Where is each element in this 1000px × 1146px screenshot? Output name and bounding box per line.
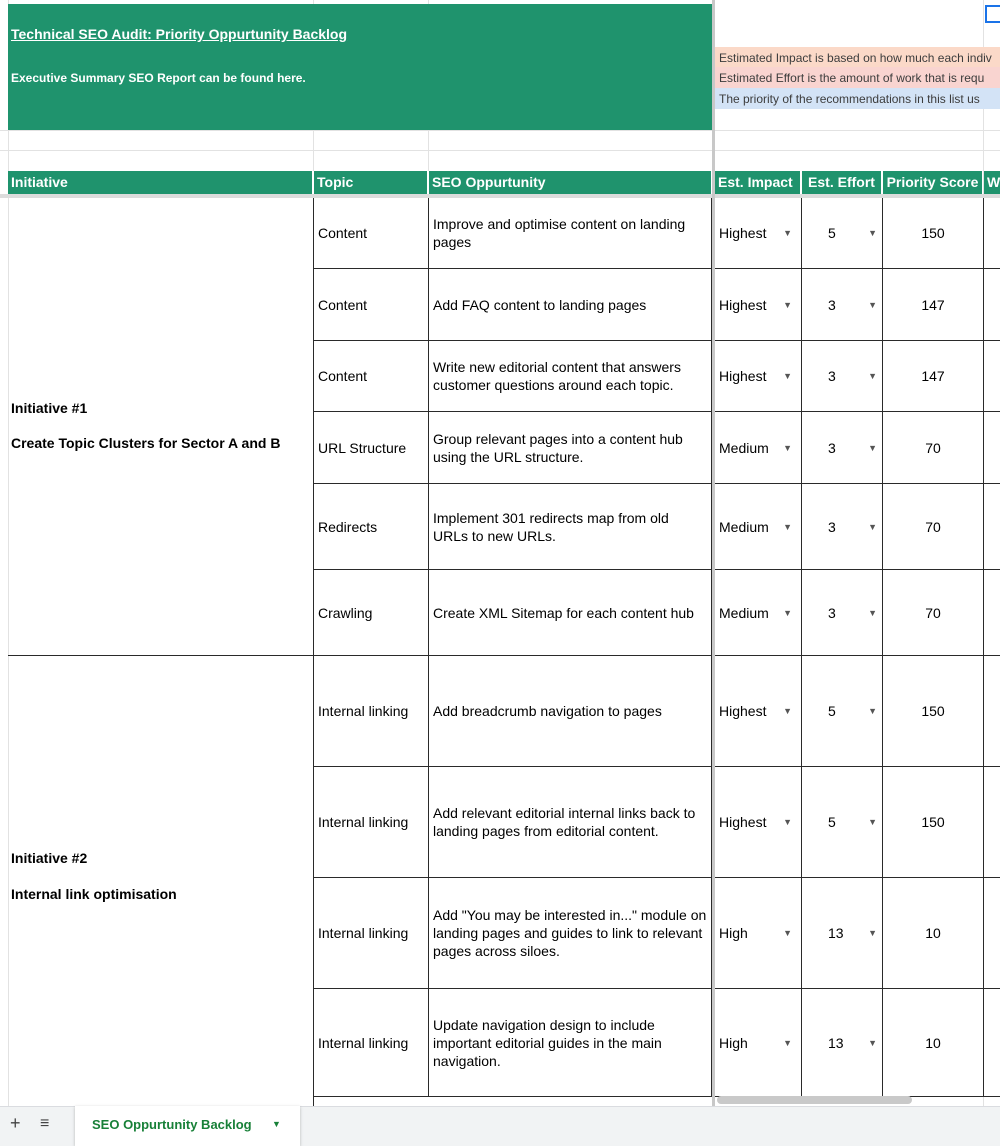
header-extra[interactable]: W bbox=[984, 171, 1000, 194]
est-effort-dropdown[interactable] bbox=[802, 570, 883, 656]
est-effort-dropdown-value: 3 bbox=[828, 518, 836, 535]
est-impact-dropdown-value: Highest bbox=[719, 814, 767, 830]
priority-score-cell[interactable] bbox=[883, 878, 984, 989]
priority-score-cell[interactable] bbox=[883, 269, 984, 341]
est-impact-dropdown-value: Highest bbox=[719, 296, 767, 313]
est-effort-dropdown[interactable] bbox=[802, 989, 883, 1097]
est-impact-dropdown[interactable] bbox=[715, 767, 802, 878]
est-effort-dropdown[interactable] bbox=[802, 878, 883, 989]
extra-column-cell[interactable] bbox=[984, 656, 1000, 767]
priority-score-cell[interactable] bbox=[883, 341, 984, 412]
priority-score-cell-value: 70 bbox=[925, 604, 941, 621]
topic-cell[interactable] bbox=[314, 198, 429, 269]
est-impact-dropdown[interactable] bbox=[715, 341, 802, 412]
dropdown-caret-icon[interactable]: ▼ bbox=[868, 817, 877, 827]
est-effort-dropdown-value: 5 bbox=[828, 225, 836, 241]
dropdown-caret-icon[interactable]: ▼ bbox=[868, 228, 877, 238]
priority-score-cell[interactable] bbox=[883, 989, 984, 1097]
est-effort-dropdown[interactable] bbox=[802, 269, 883, 341]
dropdown-caret-icon[interactable]: ▼ bbox=[783, 371, 792, 381]
seo-opportunity-cell[interactable] bbox=[429, 341, 712, 412]
seo-opportunity-cell-value: Update navigation design to include important editorial guides in the main navigation. bbox=[433, 1016, 662, 1069]
priority-note: The priority of the recommendations in this list us bbox=[714, 88, 1000, 109]
sheet-tab-caret-icon[interactable]: ▼ bbox=[272, 1119, 281, 1129]
topic-cell-value: Internal linking bbox=[318, 1034, 409, 1051]
header-topic[interactable]: Topic bbox=[314, 171, 428, 194]
est-effort-dropdown-value: 13 bbox=[828, 925, 844, 941]
topic-cell[interactable] bbox=[314, 878, 429, 989]
horizontal-scrollbar[interactable] bbox=[717, 1096, 912, 1104]
extra-column-cell[interactable] bbox=[984, 412, 1000, 484]
priority-score-cell[interactable] bbox=[883, 570, 984, 656]
dropdown-caret-icon[interactable]: ▼ bbox=[868, 299, 877, 310]
est-impact-dropdown-value: High bbox=[719, 1034, 748, 1051]
header-est-effort[interactable]: Est. Effort bbox=[802, 171, 882, 194]
est-effort-dropdown-value: 3 bbox=[828, 368, 836, 384]
dropdown-caret-icon[interactable]: ▼ bbox=[783, 928, 792, 938]
seo-opportunity-cell-value: Add breadcrumb navigation to pages bbox=[433, 703, 662, 719]
priority-score-cell[interactable] bbox=[883, 198, 984, 269]
dropdown-caret-icon[interactable]: ▼ bbox=[868, 706, 877, 716]
est-impact-dropdown-value: Highest bbox=[719, 225, 767, 241]
topic-cell-value: Content bbox=[318, 368, 368, 384]
seo-opportunity-cell[interactable] bbox=[429, 484, 712, 570]
est-impact-dropdown[interactable] bbox=[715, 198, 802, 269]
all-sheets-icon[interactable]: ≡ bbox=[40, 1115, 50, 1132]
est-effort-dropdown-value: 5 bbox=[828, 814, 836, 830]
topic-cell-value: Content bbox=[318, 296, 368, 313]
topic-cell-value: Crawling bbox=[318, 604, 373, 621]
seo-opportunity-cell-value: Group relevant pages into a content hub using the URL structure. bbox=[433, 430, 683, 465]
est-effort-dropdown-value: 3 bbox=[828, 604, 836, 621]
header-initiative[interactable]: Initiative bbox=[8, 171, 313, 194]
extra-column-cell[interactable] bbox=[984, 570, 1000, 656]
seo-opportunity-cell[interactable] bbox=[429, 878, 712, 989]
seo-opportunity-cell[interactable] bbox=[429, 412, 712, 484]
topic-cell-value: Internal linking bbox=[318, 925, 409, 941]
dropdown-caret-icon[interactable]: ▼ bbox=[783, 299, 792, 310]
dropdown-caret-icon[interactable]: ▼ bbox=[783, 817, 792, 827]
extra-column-cell[interactable] bbox=[984, 767, 1000, 878]
priority-score-cell-value: 150 bbox=[921, 703, 945, 719]
est-impact-dropdown[interactable] bbox=[715, 878, 802, 989]
topic-cell[interactable] bbox=[314, 767, 429, 878]
est-effort-dropdown[interactable] bbox=[802, 484, 883, 570]
est-impact-dropdown[interactable] bbox=[715, 989, 802, 1097]
dropdown-caret-icon[interactable]: ▼ bbox=[783, 1037, 792, 1048]
priority-score-cell[interactable] bbox=[883, 656, 984, 767]
dropdown-caret-icon[interactable]: ▼ bbox=[783, 607, 792, 618]
priority-score-cell-value: 10 bbox=[925, 1034, 941, 1051]
header-priority-score[interactable]: Priority Score bbox=[883, 171, 983, 194]
extra-column-cell[interactable] bbox=[984, 269, 1000, 341]
priority-score-cell-value: 147 bbox=[921, 368, 945, 384]
topic-cell[interactable] bbox=[314, 656, 429, 767]
topic-cell-value: URL Structure bbox=[318, 439, 407, 456]
initiative-2-number: Initiative #2 bbox=[11, 850, 88, 866]
priority-score-cell[interactable] bbox=[883, 412, 984, 484]
seo-opportunity-cell[interactable] bbox=[429, 989, 712, 1097]
priority-score-cell-value: 70 bbox=[925, 439, 941, 456]
extra-column-cell[interactable] bbox=[984, 878, 1000, 989]
extra-column-cell[interactable] bbox=[984, 198, 1000, 269]
dropdown-caret-icon[interactable]: ▼ bbox=[783, 228, 792, 238]
initiative-block-1[interactable] bbox=[8, 198, 313, 656]
seo-opportunity-cell-value: Improve and optimise content on landing pages bbox=[433, 216, 686, 250]
dropdown-caret-icon[interactable]: ▼ bbox=[868, 1037, 877, 1048]
dropdown-caret-icon[interactable]: ▼ bbox=[868, 521, 877, 532]
est-impact-dropdown-value: Medium bbox=[719, 518, 769, 535]
dropdown-caret-icon[interactable]: ▼ bbox=[783, 706, 792, 716]
est-impact-dropdown[interactable] bbox=[715, 269, 802, 341]
est-impact-dropdown-value: Highest bbox=[719, 368, 767, 384]
header-seo-opportunity[interactable]: SEO Oppurtunity bbox=[429, 171, 712, 194]
dropdown-caret-icon[interactable]: ▼ bbox=[868, 928, 877, 938]
seo-opportunity-cell[interactable] bbox=[429, 767, 712, 878]
seo-opportunity-cell-value: Write new editorial content that answers customer questions around each topic. bbox=[433, 359, 681, 393]
priority-score-cell[interactable] bbox=[883, 484, 984, 570]
topic-cell[interactable] bbox=[314, 269, 429, 341]
topic-cell[interactable] bbox=[314, 341, 429, 412]
extra-column-cell[interactable] bbox=[984, 989, 1000, 1097]
topic-cell[interactable] bbox=[314, 570, 429, 656]
est-impact-dropdown[interactable] bbox=[715, 412, 802, 484]
initiative-1-name: Create Topic Clusters for Sector A and B bbox=[11, 435, 281, 451]
est-impact-dropdown-value: Highest bbox=[719, 703, 767, 719]
est-impact-dropdown-value: Medium bbox=[719, 439, 769, 456]
dropdown-caret-icon[interactable]: ▼ bbox=[868, 607, 877, 618]
dropdown-caret-icon[interactable]: ▼ bbox=[783, 442, 792, 453]
priority-score-cell-value: 150 bbox=[921, 814, 945, 830]
priority-score-cell-value: 150 bbox=[921, 225, 945, 241]
dropdown-caret-icon[interactable]: ▼ bbox=[868, 442, 877, 453]
topic-cell[interactable] bbox=[314, 989, 429, 1097]
extra-column-cell[interactable] bbox=[984, 484, 1000, 570]
seo-opportunity-cell[interactable] bbox=[429, 570, 712, 656]
sheet-tab-label[interactable]: SEO Oppurtunity Backlog bbox=[92, 1117, 252, 1132]
priority-score-cell-value: 10 bbox=[925, 925, 941, 941]
dropdown-caret-icon[interactable]: ▼ bbox=[783, 521, 792, 532]
est-impact-dropdown[interactable] bbox=[715, 484, 802, 570]
est-impact-dropdown-value: Medium bbox=[719, 604, 769, 621]
est-effort-dropdown[interactable] bbox=[802, 412, 883, 484]
topic-cell[interactable] bbox=[314, 412, 429, 484]
priority-score-cell-value: 147 bbox=[921, 296, 945, 313]
est-effort-dropdown[interactable] bbox=[802, 198, 883, 269]
seo-opportunity-cell[interactable] bbox=[429, 198, 712, 269]
initiative-1-number: Initiative #1 bbox=[11, 400, 88, 416]
seo-opportunity-cell-value: Create XML Sitemap for each content hub bbox=[433, 604, 694, 621]
impact-note: Estimated Impact is based on how much each indiv bbox=[714, 47, 1000, 68]
est-effort-dropdown-value: 3 bbox=[828, 296, 836, 313]
est-effort-dropdown[interactable] bbox=[802, 767, 883, 878]
effort-note: Estimated Effort is the amount of work that is requ bbox=[714, 67, 1000, 88]
seo-opportunity-cell[interactable] bbox=[429, 656, 712, 767]
est-impact-dropdown-value: High bbox=[719, 925, 748, 941]
executive-summary-link[interactable]: Executive Summary SEO Report can be found here. bbox=[11, 71, 306, 85]
seo-opportunity-cell-value: Add relevant editorial internal links back to landing pages from editorial content. bbox=[433, 805, 696, 839]
est-impact-dropdown[interactable] bbox=[715, 656, 802, 767]
header-est-impact[interactable]: Est. Impact bbox=[715, 171, 801, 194]
initiative-2-name: Internal link optimisation bbox=[11, 886, 177, 902]
dropdown-caret-icon[interactable]: ▼ bbox=[868, 371, 877, 381]
seo-opportunity-cell-value: Add FAQ content to landing pages bbox=[433, 296, 647, 313]
est-effort-dropdown-value: 3 bbox=[828, 439, 836, 456]
topic-cell[interactable] bbox=[314, 484, 429, 570]
frozen-column-divider bbox=[712, 0, 715, 1106]
est-effort-dropdown[interactable] bbox=[802, 341, 883, 412]
extra-column-cell[interactable] bbox=[984, 341, 1000, 412]
seo-opportunity-cell-value: Add "You may be interested in..." module on landing pages and guides to link to relevant pages across siloes. bbox=[433, 907, 707, 959]
priority-score-cell-value: 70 bbox=[925, 518, 941, 535]
topic-cell-value: Internal linking bbox=[318, 703, 409, 719]
est-impact-dropdown[interactable] bbox=[715, 570, 802, 656]
topic-cell-value: Redirects bbox=[318, 518, 378, 535]
report-banner bbox=[8, 4, 712, 130]
est-effort-dropdown[interactable] bbox=[802, 656, 883, 767]
selected-cell-indicator[interactable] bbox=[985, 5, 1000, 23]
seo-opportunity-cell[interactable] bbox=[429, 269, 712, 341]
est-effort-dropdown-value: 5 bbox=[828, 703, 836, 719]
est-effort-dropdown-value: 13 bbox=[828, 1034, 844, 1051]
plus-icon[interactable]: + bbox=[10, 1113, 21, 1133]
report-title-link[interactable]: Technical SEO Audit: Priority Oppurtunity Backlog bbox=[11, 26, 348, 42]
topic-cell-value: Content bbox=[318, 225, 368, 241]
priority-score-cell[interactable] bbox=[883, 767, 984, 878]
seo-opportunity-cell-value: Implement 301 redirects map from old URLs to new URLs. bbox=[433, 509, 669, 544]
initiative-block-2[interactable] bbox=[8, 656, 313, 1106]
topic-cell-value: Internal linking bbox=[318, 814, 409, 830]
